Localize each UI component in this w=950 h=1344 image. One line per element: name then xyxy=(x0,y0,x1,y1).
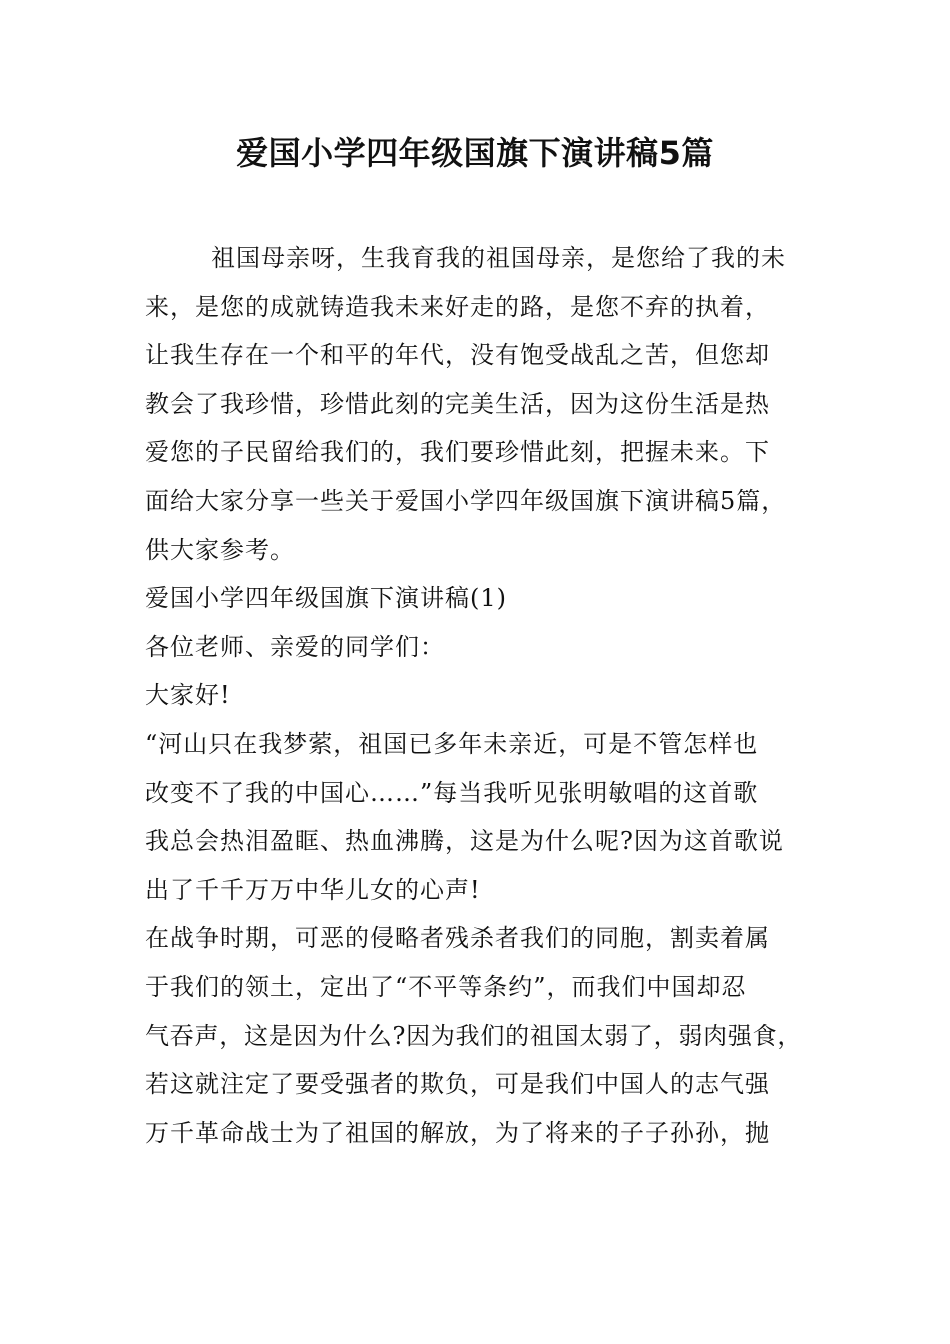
text-line-5: 爱您的子民留给我们的，我们要珍惜此刻，把握未来。下 xyxy=(145,438,770,467)
text-line-12: 改变不了我的中国心……”每当我听见张明敏唱的这首歌 xyxy=(145,778,759,807)
text-line-7: 供大家参考。 xyxy=(145,535,295,564)
text-line-15: 在战争时期，可恶的侵略者残杀者我们的同胞，割卖着属 xyxy=(145,924,770,953)
document-title: 爱国小学四年级国旗下演讲稿5篇 xyxy=(236,134,714,172)
text-line-4: 教会了我珍惜，珍惜此刻的完美生活，因为这份生活是热 xyxy=(145,389,770,418)
text-line-16: 于我们的领土，定出了“不平等条约”，而我们中国却忍 xyxy=(145,972,747,1001)
text-line-3: 让我生存在一个和平的年代，没有饱受战乱之苦，但您却 xyxy=(145,341,770,370)
text-line-17: 气吞声，这是因为什么?因为我们的祖国太弱了，弱肉强食， xyxy=(145,1021,803,1050)
text-line-13: 我总会热泪盈眶、热血沸腾，这是为什么呢?因为这首歌说 xyxy=(145,827,784,856)
salutation: 各位老师、亲爱的同学们： xyxy=(145,632,445,661)
text-line-2: 来，是您的成就铸造我未来好走的路，是您不弃的执着， xyxy=(145,292,770,321)
document-body xyxy=(145,234,805,1157)
section-heading: 爱国小学四年级国旗下演讲稿(1) xyxy=(145,584,507,613)
text-line-18: 若这就注定了要受强者的欺负，可是我们中国人的志气强 xyxy=(145,1070,770,1099)
text-line-1: 祖国母亲呀，生我育我的祖国母亲，是您给了我的未 xyxy=(211,244,786,272)
greeting: 大家好! xyxy=(145,681,231,710)
text-line-11: “河山只在我梦萦，祖国已多年未亲近，可是不管怎样也 xyxy=(145,729,759,758)
text-line-19: 万千革命战士为了祖国的解放，为了将来的子子孙孙，抛 xyxy=(145,1118,770,1147)
text-line-6: 面给大家分享一些关于爱国小学四年级国旗下演讲稿5篇， xyxy=(145,486,787,515)
text-line-14: 出了千千万万中华儿女的心声! xyxy=(145,875,481,904)
